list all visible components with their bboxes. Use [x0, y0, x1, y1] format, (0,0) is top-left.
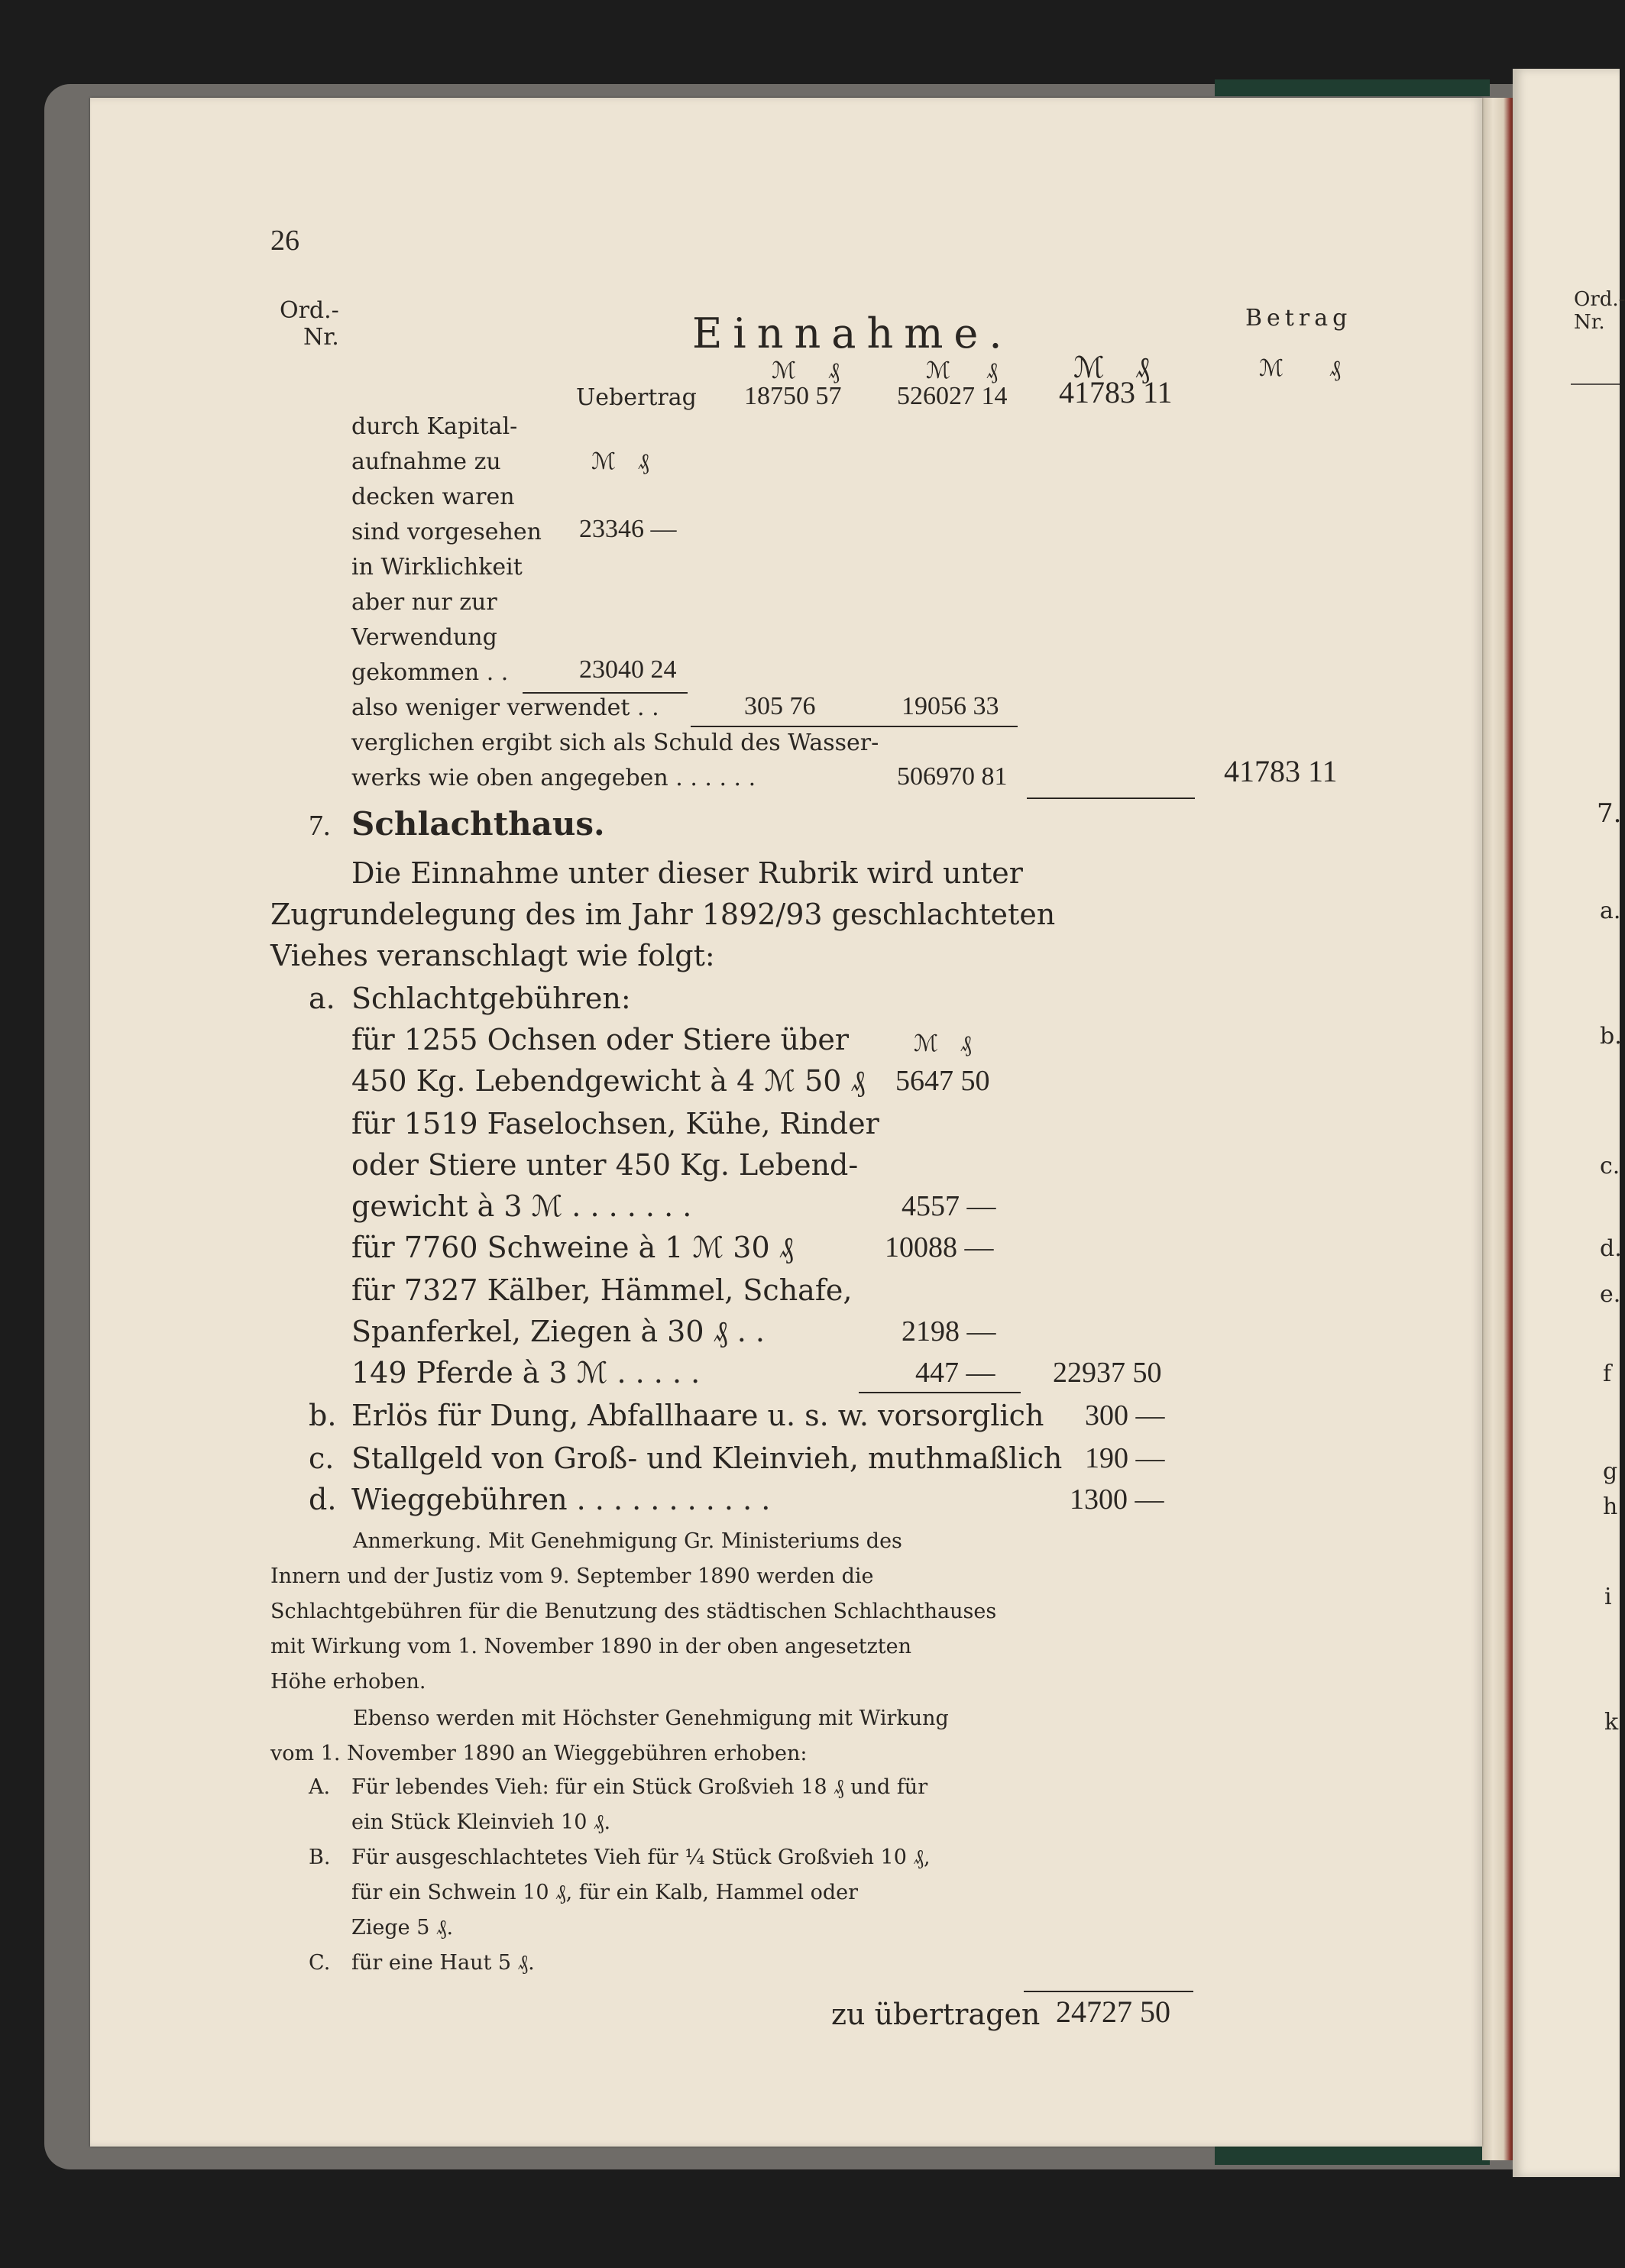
a-sum-rule — [859, 1392, 1021, 1393]
item-d-text: Wieggebühren . . . . . . . . . . . — [351, 1483, 771, 1516]
note-b-label: B. — [309, 1846, 331, 1869]
betrag-mark-unit: ℳ — [1259, 355, 1284, 382]
facing-letter-7: 7. — [1597, 798, 1622, 829]
note-b-line-1: Für ausgeschlachtetes Vieh für ¼ Stück Großvieh 10 ₰, — [351, 1846, 931, 1869]
note-b-line-2: für ein Schwein 10 ₰, für ein Kalb, Hammel oder — [351, 1881, 859, 1904]
item-a-unit: ℳ ₰ — [914, 1030, 972, 1057]
uebertrag-col1: 18750 57 — [744, 382, 842, 410]
facing-letter-h: h — [1603, 1493, 1618, 1520]
section-heading: Schlachthaus. — [351, 805, 605, 843]
a-line-9: 149 Pferde à 3 ℳ . . . . . — [351, 1356, 701, 1390]
schuld-col2: 506970 81 — [897, 762, 1008, 791]
kapital-line-1: durch Kapital- — [351, 413, 518, 440]
kapital-line-5: in Wirklichkeit — [351, 554, 523, 581]
page-title: Einnahme. — [692, 309, 1013, 358]
kapital-line-8: gekommen . . — [351, 659, 509, 686]
item-a-title: Schlachtgebühren: — [351, 982, 631, 1015]
weniger-rule — [691, 726, 1018, 727]
item-b-text: Erlös für Dung, Abfallhaare u. s. w. vorsorglich — [351, 1399, 1044, 1432]
footer-label: zu übertragen — [831, 1998, 1041, 2031]
kapital-line-2: aufnahme zu — [351, 448, 501, 475]
facing-letter-c: c. — [1600, 1153, 1620, 1179]
schuld-line-1: verglichen ergibt sich als Schuld des Wasser- — [351, 730, 879, 756]
a-amount-9: 447 — — [915, 1357, 995, 1389]
item-b-amount: 300 — — [1085, 1399, 1165, 1432]
schuld-line-2: werks wie oben angegeben . . . . . . — [351, 765, 756, 791]
facing-letter-d: d. — [1600, 1235, 1622, 1262]
a-line-2: 450 Kg. Lebendgewicht à 4 ℳ 50 ₰ — [351, 1064, 866, 1098]
binding-cloth-top — [1215, 79, 1490, 96]
facing-letter-a: a. — [1600, 898, 1621, 924]
a-line-6: für 7760 Schweine à 1 ℳ 30 ₰ — [351, 1231, 794, 1264]
note-c-label: C. — [309, 1951, 331, 1975]
note-a-line-1: Für lebendes Vieh: für ein Stück Großvieh 18 ₰ und für — [351, 1775, 928, 1799]
a-line-4: oder Stiere unter 450 Kg. Lebend- — [351, 1148, 859, 1182]
col1-pf-unit: ₰ — [828, 358, 840, 384]
item-c-label: c. — [309, 1441, 335, 1475]
kapital-rule — [523, 692, 688, 694]
facing-letter-e: e. — [1600, 1281, 1621, 1308]
item-b-label: b. — [309, 1399, 337, 1432]
kapital-unit: ℳ ₰ — [591, 448, 649, 475]
note-p2-line-2: vom 1. November 1890 an Wieggebühren erhoben: — [270, 1742, 808, 1765]
col3-mark-unit: ℳ — [1073, 351, 1105, 384]
page-number: 26 — [270, 225, 299, 257]
schuld-betrag: 41783 11 — [1224, 754, 1338, 788]
kapital-line-4: sind vorgesehen — [351, 519, 542, 545]
facing-header-rule — [1571, 383, 1620, 385]
col1-mark-unit: ℳ — [772, 358, 797, 384]
uebertrag-col3: 41783 11 — [1059, 375, 1173, 409]
note-b-line-3: Ziege 5 ₰. — [351, 1916, 454, 1940]
item-a-label: a. — [309, 982, 335, 1015]
kapital-line-7: Verwendung — [351, 624, 497, 651]
kapital-vorgesehen: 23346 — — [579, 515, 677, 543]
binding-cloth-bottom — [1215, 2145, 1490, 2165]
a-line-1: für 1255 Ochsen oder Stiere über — [351, 1023, 850, 1056]
item-d-amount: 1300 — — [1070, 1483, 1164, 1516]
section-number: 7. — [309, 810, 331, 842]
a-line-3: für 1519 Faselochsen, Kühe, Rinder — [351, 1107, 879, 1140]
note-p1-line-3: Schlachtgebühren für die Benutzung des städtischen Schlachthauses — [270, 1600, 997, 1623]
footer-rule — [1024, 1991, 1193, 1992]
kapital-line-3: decken waren — [351, 484, 515, 510]
a-total: 22937 50 — [1053, 1357, 1162, 1389]
schuld-rule — [1027, 798, 1195, 799]
a-amount-8: 2198 — — [902, 1315, 996, 1348]
kapital-line-6: aber nur zur — [351, 589, 497, 616]
section-intro-3: Viehes veranschlagt wie folgt: — [270, 939, 715, 972]
note-p1-line-1: Anmerkung. Mit Genehmigung Gr. Ministeriums des — [353, 1529, 902, 1553]
note-p1-line-4: mit Wirkung vom 1. November 1890 in der oben angesetzten — [270, 1635, 912, 1658]
weniger-col1: 305 76 — [744, 692, 816, 720]
betrag-pf-unit: ₰ — [1329, 355, 1341, 382]
a-amount-6: 10088 — — [885, 1231, 994, 1263]
note-p1-line-2: Innern und der Justiz vom 9. September 1890 werden die — [270, 1564, 874, 1588]
betrag-header: Betrag — [1245, 305, 1352, 332]
note-p2-line-1: Ebenso werden mit Höchster Genehmigung mit Wirkung — [353, 1707, 949, 1730]
facing-ord-nr: Ord.- Nr. — [1574, 288, 1625, 334]
note-c-line-1: für eine Haut 5 ₰. — [351, 1951, 535, 1975]
facing-letter-g: g — [1603, 1458, 1618, 1485]
note-a-label: A. — [309, 1775, 331, 1799]
book-gutter — [1482, 98, 1513, 2160]
a-line-7: für 7327 Kälber, Hämmel, Schafe, — [351, 1273, 853, 1307]
note-p1-line-5: Höhe erhoben. — [270, 1670, 426, 1694]
kapital-verwendet: 23040 24 — [579, 655, 677, 684]
note-a-line-2: ein Stück Kleinvieh 10 ₰. — [351, 1810, 611, 1834]
document-page — [90, 98, 1482, 2147]
col3-pf-unit: ₰ — [1135, 351, 1150, 384]
footer-amount: 24727 50 — [1056, 1995, 1170, 2029]
a-amount-5: 4557 — — [902, 1190, 996, 1222]
a-amount-2: 5647 50 — [895, 1065, 990, 1097]
col2-pf-unit: ₰ — [986, 358, 998, 384]
a-line-5: gewicht à 3 ℳ . . . . . . . — [351, 1189, 692, 1223]
item-c-amount: 190 — — [1085, 1442, 1165, 1474]
facing-letter-f: f — [1603, 1360, 1612, 1387]
uebertrag-col2: 526027 14 — [897, 382, 1008, 410]
a-line-8: Spanferkel, Ziegen à 30 ₰ . . — [351, 1315, 765, 1348]
col2-mark-unit: ℳ — [926, 358, 951, 384]
section-intro-1: Die Einnahme unter dieser Rubrik wird unter — [351, 856, 1023, 890]
ord-nr-header: Ord.- Nr. — [280, 297, 339, 351]
facing-page — [1513, 69, 1620, 2177]
facing-letter-k: k — [1604, 1709, 1619, 1736]
weniger-label: also weniger verwendet . . — [351, 694, 659, 721]
facing-letter-i: i — [1604, 1584, 1612, 1610]
weniger-col2: 19056 33 — [902, 692, 999, 720]
uebertrag-label: Uebertrag — [576, 384, 697, 411]
facing-letter-b: b. — [1600, 1023, 1622, 1050]
section-intro-2: Zugrundelegung des im Jahr 1892/93 geschlachteten — [270, 898, 1056, 931]
item-d-label: d. — [309, 1483, 337, 1516]
item-c-text: Stallgeld von Groß- und Kleinvieh, muthmaßlich — [351, 1441, 1063, 1475]
